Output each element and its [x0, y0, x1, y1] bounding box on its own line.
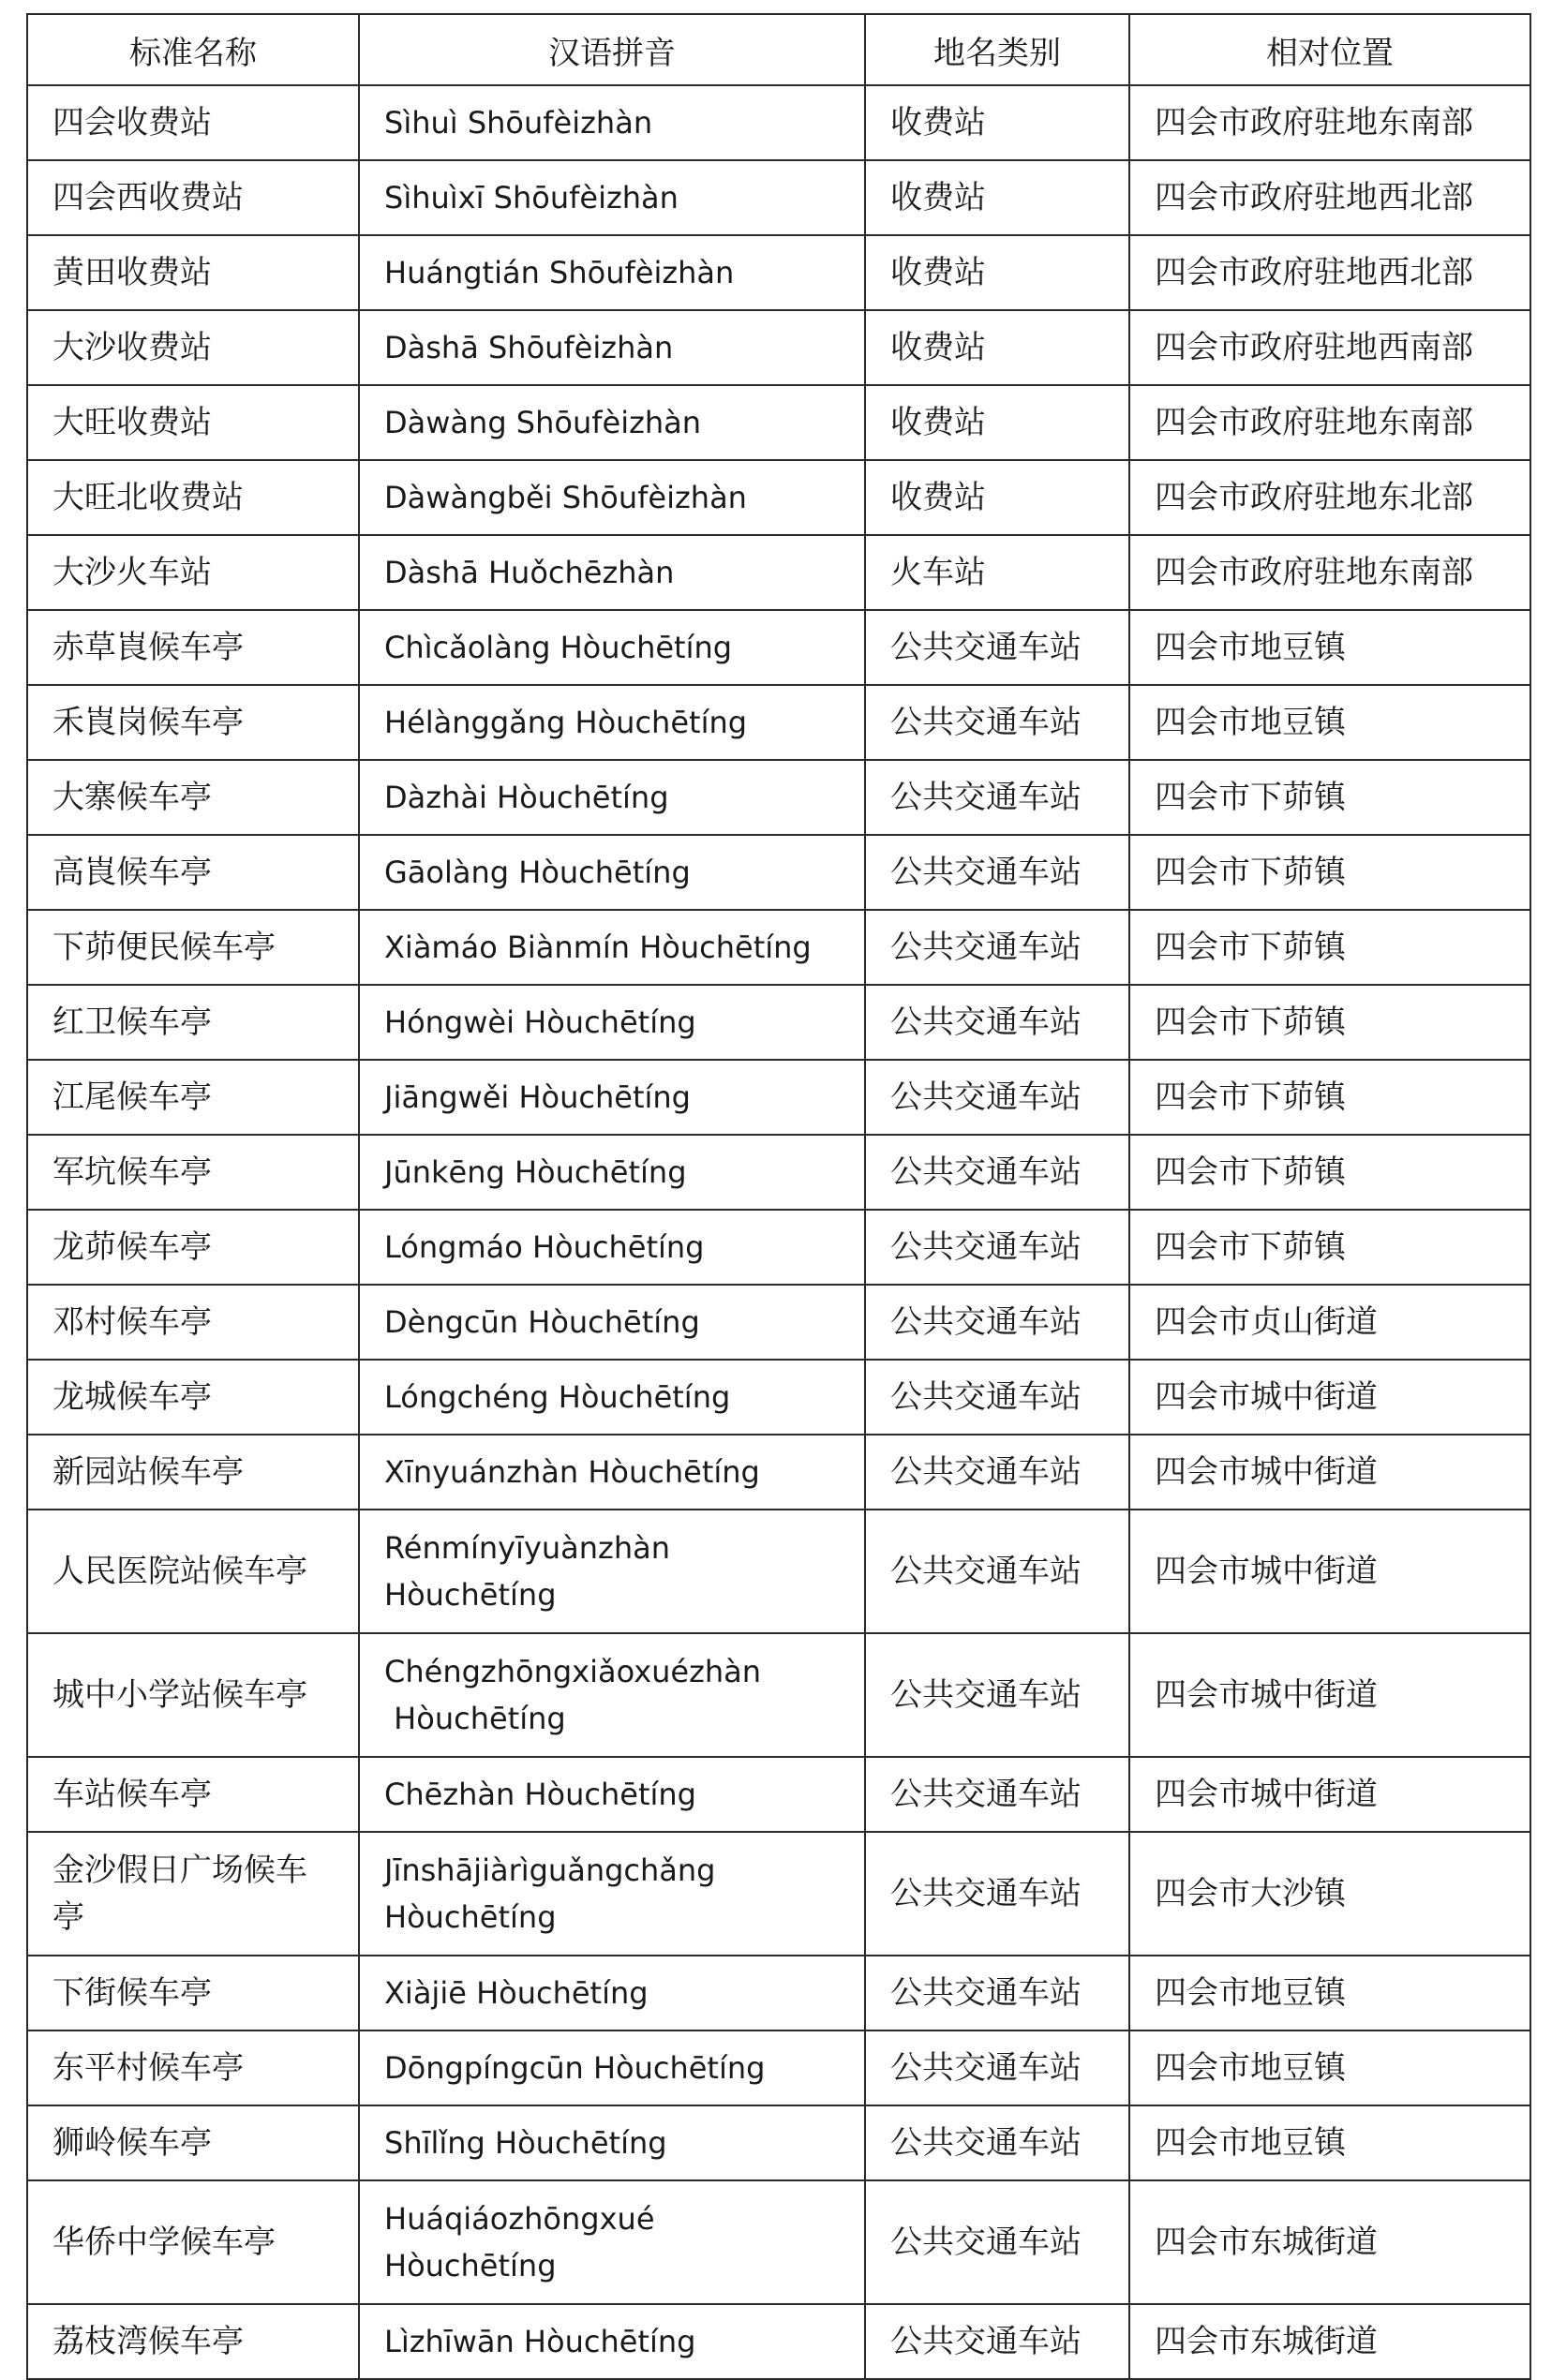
cell-relative-location: 四会市城中街道 — [1129, 1360, 1530, 1435]
cell-pinyin-line: Hòuchētíng — [384, 1577, 557, 1613]
cell-standard-name: 人民医院站候车亭 — [27, 1510, 359, 1633]
cell-standard-name: 龙城候车亭 — [27, 1360, 359, 1435]
cell-category: 收费站 — [865, 310, 1129, 385]
table-row — [27, 1285, 1530, 1360]
table-row — [27, 1435, 1530, 1510]
table-row — [27, 1510, 1530, 1633]
cell-category: 公共交通车站 — [865, 1060, 1129, 1135]
cell-standard-name: 高崀候车亭 — [27, 835, 359, 910]
cell-pinyin: Xiàmáo Biànmín Hòuchētíng — [359, 910, 865, 985]
cell-pinyin-line: Huáqiáozhōngxué — [384, 2201, 655, 2237]
table-row — [27, 1060, 1530, 1135]
cell-standard-name: 下茆便民候车亭 — [27, 910, 359, 985]
cell-standard-name: 大沙收费站 — [27, 310, 359, 385]
table-row — [27, 2105, 1530, 2180]
cell-relative-location: 四会市政府驻地西南部 — [1129, 310, 1530, 385]
place-name-table — [26, 13, 1531, 2380]
cell-standard-name: 军坑候车亭 — [27, 1135, 359, 1210]
cell-pinyin: Shīlǐng Hòuchētíng — [359, 2105, 865, 2180]
table-row — [27, 1135, 1530, 1210]
cell-standard-name: 大旺收费站 — [27, 385, 359, 460]
cell-pinyin: Dàshā Huǒchēzhàn — [359, 535, 865, 610]
cell-pinyin-line: Chéngzhōngxiǎoxuézhàn — [384, 1654, 762, 1689]
table-row — [27, 2180, 1530, 2304]
cell-relative-location: 四会市贞山街道 — [1129, 1285, 1530, 1360]
cell-category: 公共交通车站 — [865, 685, 1129, 760]
cell-standard-name: 赤草崀候车亭 — [27, 610, 359, 685]
cell-pinyin: Huángtián Shōufèizhàn — [359, 235, 865, 310]
cell-category: 收费站 — [865, 85, 1129, 160]
cell-relative-location: 四会市下茆镇 — [1129, 910, 1530, 985]
cell-category: 公共交通车站 — [865, 1435, 1129, 1510]
cell-category: 公共交通车站 — [865, 1510, 1129, 1633]
cell-relative-location: 四会市东城街道 — [1129, 2304, 1530, 2379]
table-row — [27, 1956, 1530, 2030]
cell-standard-name: 禾崀岗候车亭 — [27, 685, 359, 760]
cell-relative-location: 四会市下茆镇 — [1129, 760, 1530, 835]
cell-pinyin-line: Jīnshājiàrìguǎngchǎng — [384, 1852, 716, 1888]
table-row — [27, 610, 1530, 685]
cell-pinyin-line: Rénmínyīyuànzhàn — [384, 1530, 671, 1566]
cell-standard-name: 车站候车亭 — [27, 1757, 359, 1832]
cell-pinyin: Hélànggǎng Hòuchētíng — [359, 685, 865, 760]
cell-standard-name: 江尾候车亭 — [27, 1060, 359, 1135]
cell-relative-location: 四会市下茆镇 — [1129, 835, 1530, 910]
table-row — [27, 1757, 1530, 1832]
cell-relative-location: 四会市地豆镇 — [1129, 610, 1530, 685]
cell-category: 公共交通车站 — [865, 985, 1129, 1060]
cell-standard-name: 龙茆候车亭 — [27, 1210, 359, 1285]
cell-relative-location: 四会市城中街道 — [1129, 1633, 1530, 1757]
cell-relative-location: 四会市地豆镇 — [1129, 2105, 1530, 2180]
header-row — [27, 14, 1530, 85]
cell-pinyin: Dàshā Shōufèizhàn — [359, 310, 865, 385]
cell-standard-name: 四会收费站 — [27, 85, 359, 160]
cell-category: 公共交通车站 — [865, 1210, 1129, 1285]
cell-standard-name: 东平村候车亭 — [27, 2030, 359, 2105]
cell-standard-name: 邓村候车亭 — [27, 1285, 359, 1360]
table-row — [27, 685, 1530, 760]
header-standard-name: 标准名称 — [27, 14, 359, 85]
cell-relative-location: 四会市下茆镇 — [1129, 985, 1530, 1060]
cell-category: 公共交通车站 — [865, 2105, 1129, 2180]
cell-relative-location: 四会市政府驻地东北部 — [1129, 460, 1530, 535]
cell-relative-location: 四会市地豆镇 — [1129, 2030, 1530, 2105]
cell-pinyin: Dàwàngběi Shōufèizhàn — [359, 460, 865, 535]
table-row — [27, 2304, 1530, 2379]
cell-category: 公共交通车站 — [865, 2304, 1129, 2379]
table-row — [27, 235, 1530, 310]
cell-pinyin-line: Hòuchētíng — [384, 1701, 566, 1736]
cell-pinyin: Dèngcūn Hòuchētíng — [359, 1285, 865, 1360]
table-row — [27, 2030, 1530, 2105]
cell-standard-name: 四会西收费站 — [27, 160, 359, 235]
cell-category: 公共交通车站 — [865, 1956, 1129, 2030]
cell-category: 公共交通车站 — [865, 610, 1129, 685]
cell-pinyin-line: Hòuchētíng — [384, 1899, 557, 1935]
cell-category: 收费站 — [865, 460, 1129, 535]
table-row — [27, 760, 1530, 835]
cell-category: 公共交通车站 — [865, 2030, 1129, 2105]
table-row — [27, 1832, 1530, 1956]
cell-pinyin: Xīnyuánzhàn Hòuchētíng — [359, 1435, 865, 1510]
cell-pinyin: Dàzhài Hòuchētíng — [359, 760, 865, 835]
header-category: 地名类别 — [865, 14, 1129, 85]
table-row — [27, 160, 1530, 235]
cell-pinyin: Dōngpíngcūn Hòuchētíng — [359, 2030, 865, 2105]
cell-pinyin — [359, 1832, 865, 1956]
cell-relative-location: 四会市政府驻地东南部 — [1129, 535, 1530, 610]
cell-pinyin: Lìzhīwān Hòuchētíng — [359, 2304, 865, 2379]
table-row — [27, 910, 1530, 985]
cell-category: 公共交通车站 — [865, 910, 1129, 985]
cell-standard-name: 新园站候车亭 — [27, 1435, 359, 1510]
cell-relative-location: 四会市政府驻地东南部 — [1129, 85, 1530, 160]
cell-relative-location: 四会市城中街道 — [1129, 1757, 1530, 1832]
cell-relative-location: 四会市地豆镇 — [1129, 1956, 1530, 2030]
table-row — [27, 385, 1530, 460]
cell-category: 公共交通车站 — [865, 1285, 1129, 1360]
table-row — [27, 985, 1530, 1060]
cell-pinyin: Lóngchéng Hòuchētíng — [359, 1360, 865, 1435]
cell-pinyin — [359, 1510, 865, 1633]
cell-category: 收费站 — [865, 235, 1129, 310]
cell-pinyin: Gāolàng Hòuchētíng — [359, 835, 865, 910]
cell-relative-location: 四会市大沙镇 — [1129, 1832, 1530, 1956]
cell-standard-name: 狮岭候车亭 — [27, 2105, 359, 2180]
cell-pinyin: Xiàjiē Hòuchētíng — [359, 1956, 865, 2030]
cell-relative-location: 四会市政府驻地东南部 — [1129, 385, 1530, 460]
cell-standard-name: 大旺北收费站 — [27, 460, 359, 535]
cell-standard-name-line: 金沙假日广场候车 — [52, 1852, 307, 1889]
table-row — [27, 85, 1530, 160]
table-row — [27, 835, 1530, 910]
cell-relative-location: 四会市政府驻地西北部 — [1129, 160, 1530, 235]
cell-category: 公共交通车站 — [865, 1135, 1129, 1210]
cell-pinyin: Jiāngwěi Hòuchētíng — [359, 1060, 865, 1135]
cell-category: 公共交通车站 — [865, 760, 1129, 835]
cell-category: 公共交通车站 — [865, 835, 1129, 910]
cell-relative-location: 四会市下茆镇 — [1129, 1210, 1530, 1285]
table-row — [27, 1360, 1530, 1435]
cell-pinyin: Chìcǎolàng Hòuchētíng — [359, 610, 865, 685]
table-body — [27, 85, 1530, 2379]
cell-standard-name: 城中小学站候车亭 — [27, 1633, 359, 1757]
cell-relative-location: 四会市城中街道 — [1129, 1435, 1530, 1510]
cell-standard-name: 大寨候车亭 — [27, 760, 359, 835]
cell-relative-location: 四会市东城街道 — [1129, 2180, 1530, 2304]
cell-category: 收费站 — [865, 385, 1129, 460]
cell-pinyin: Chēzhàn Hòuchētíng — [359, 1757, 865, 1832]
table-row — [27, 460, 1530, 535]
cell-standard-name — [27, 1832, 359, 1956]
cell-pinyin: Jūnkēng Hòuchētíng — [359, 1135, 865, 1210]
header-relative-location: 相对位置 — [1129, 14, 1530, 85]
cell-standard-name: 华侨中学候车亭 — [27, 2180, 359, 2304]
cell-category: 公共交通车站 — [865, 1633, 1129, 1757]
cell-standard-name: 大沙火车站 — [27, 535, 359, 610]
cell-category: 公共交通车站 — [865, 1832, 1129, 1956]
cell-category: 收费站 — [865, 160, 1129, 235]
cell-standard-name: 黄田收费站 — [27, 235, 359, 310]
cell-category: 公共交通车站 — [865, 1360, 1129, 1435]
cell-relative-location: 四会市下茆镇 — [1129, 1135, 1530, 1210]
cell-category: 公共交通车站 — [865, 1757, 1129, 1832]
cell-pinyin-line: Hòuchētíng — [384, 2248, 557, 2283]
cell-relative-location: 四会市城中街道 — [1129, 1510, 1530, 1633]
cell-category: 火车站 — [865, 535, 1129, 610]
cell-pinyin: Sìhuì Shōufèizhàn — [359, 85, 865, 160]
table-row — [27, 1633, 1530, 1757]
cell-pinyin: Sìhuìxī Shōufèizhàn — [359, 160, 865, 235]
cell-standard-name: 红卫候车亭 — [27, 985, 359, 1060]
header-pinyin: 汉语拼音 — [359, 14, 865, 85]
cell-category: 公共交通车站 — [865, 2180, 1129, 2304]
table-row — [27, 535, 1530, 610]
table-row — [27, 310, 1530, 385]
cell-pinyin: Lóngmáo Hòuchētíng — [359, 1210, 865, 1285]
cell-pinyin — [359, 2180, 865, 2304]
cell-relative-location: 四会市政府驻地西北部 — [1129, 235, 1530, 310]
cell-standard-name: 下街候车亭 — [27, 1956, 359, 2030]
cell-pinyin: Dàwàng Shōufèizhàn — [359, 385, 865, 460]
cell-standard-name-line: 亭 — [52, 1898, 84, 1936]
cell-pinyin — [359, 1633, 865, 1757]
cell-relative-location: 四会市地豆镇 — [1129, 685, 1530, 760]
table-row — [27, 1210, 1530, 1285]
cell-pinyin: Hóngwèi Hòuchētíng — [359, 985, 865, 1060]
cell-relative-location: 四会市下茆镇 — [1129, 1060, 1530, 1135]
cell-standard-name: 荔枝湾候车亭 — [27, 2304, 359, 2379]
